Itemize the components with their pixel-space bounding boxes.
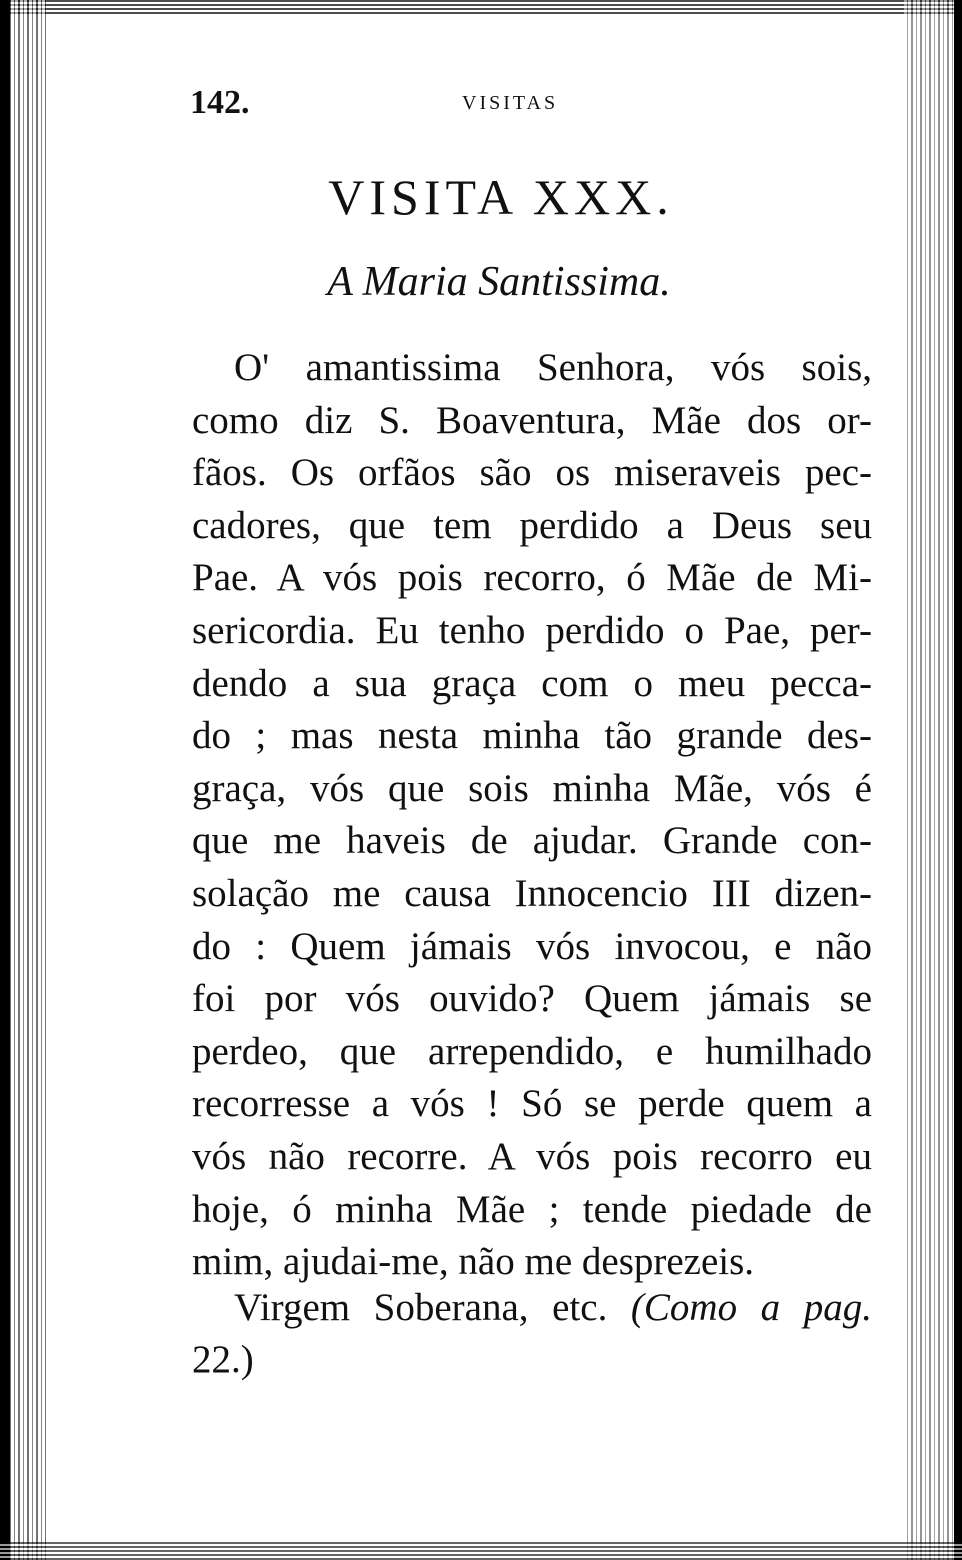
prayer-body — [192, 342, 872, 1289]
text-line: do : Quem jámais vós invocou, e não — [192, 924, 872, 968]
chapter-subtitle: A Maria Santissima. — [327, 259, 671, 305]
text-line: como diz S. Boaventura, Mãe dos or- — [192, 398, 872, 442]
running-head: VISITAS — [462, 92, 559, 114]
text-line: vós não recorre. A vós pois recorro eu — [192, 1134, 872, 1178]
text-line: Pae. A vós pois recorro, ó Mãe de Mi- — [192, 556, 872, 600]
page-number: 142. — [190, 84, 250, 121]
text-line: foi por vós ouvido? Quem jámais se — [192, 977, 872, 1021]
text-line: perdeo, que arrependido, e humilhado — [192, 1029, 872, 1073]
page-bottom-edge — [0, 1542, 962, 1560]
text-line: fãos. Os orfãos são os miseraveis pec- — [192, 451, 872, 495]
closing-reference — [192, 1282, 872, 1386]
closing-text: Virgem Soberana, etc. — [234, 1286, 608, 1329]
closing-page-ref: 22.) — [192, 1338, 254, 1381]
closing-line — [192, 1282, 872, 1334]
text-line: dendo a sua graça com o meu pecca- — [192, 661, 872, 705]
closing-italic-ref: (Como a pag. — [630, 1286, 873, 1329]
text-line: cadores, que tem perdido a Deus seu — [192, 503, 872, 547]
text-line: sericordia. Eu tenho perdido o Pae, per- — [192, 608, 872, 652]
text-line: hoje, ó minha Mãe ; tende piedade de — [192, 1187, 872, 1231]
page-top-edge — [0, 0, 962, 14]
text-line: O' amantissima Senhora, vós sois, — [234, 346, 872, 389]
text-line: solação me causa Innocencio III dizen- — [192, 871, 872, 915]
chapter-title: VISITA XXX. — [328, 169, 674, 225]
page-right-border — [954, 0, 962, 1560]
text-line: que me haveis de ajudar. Grande con- — [192, 819, 872, 863]
text-line: graça, vós que sois minha Mãe, vós é — [192, 766, 872, 810]
page-left-border — [0, 0, 10, 1560]
text-line: do ; mas nesta minha tão grande des- — [192, 714, 872, 758]
text-line: recorresse a vós ! Só se perde quem a — [192, 1082, 872, 1126]
text-line: mim, ajudai-me, não me desprezeis. — [192, 1240, 755, 1284]
